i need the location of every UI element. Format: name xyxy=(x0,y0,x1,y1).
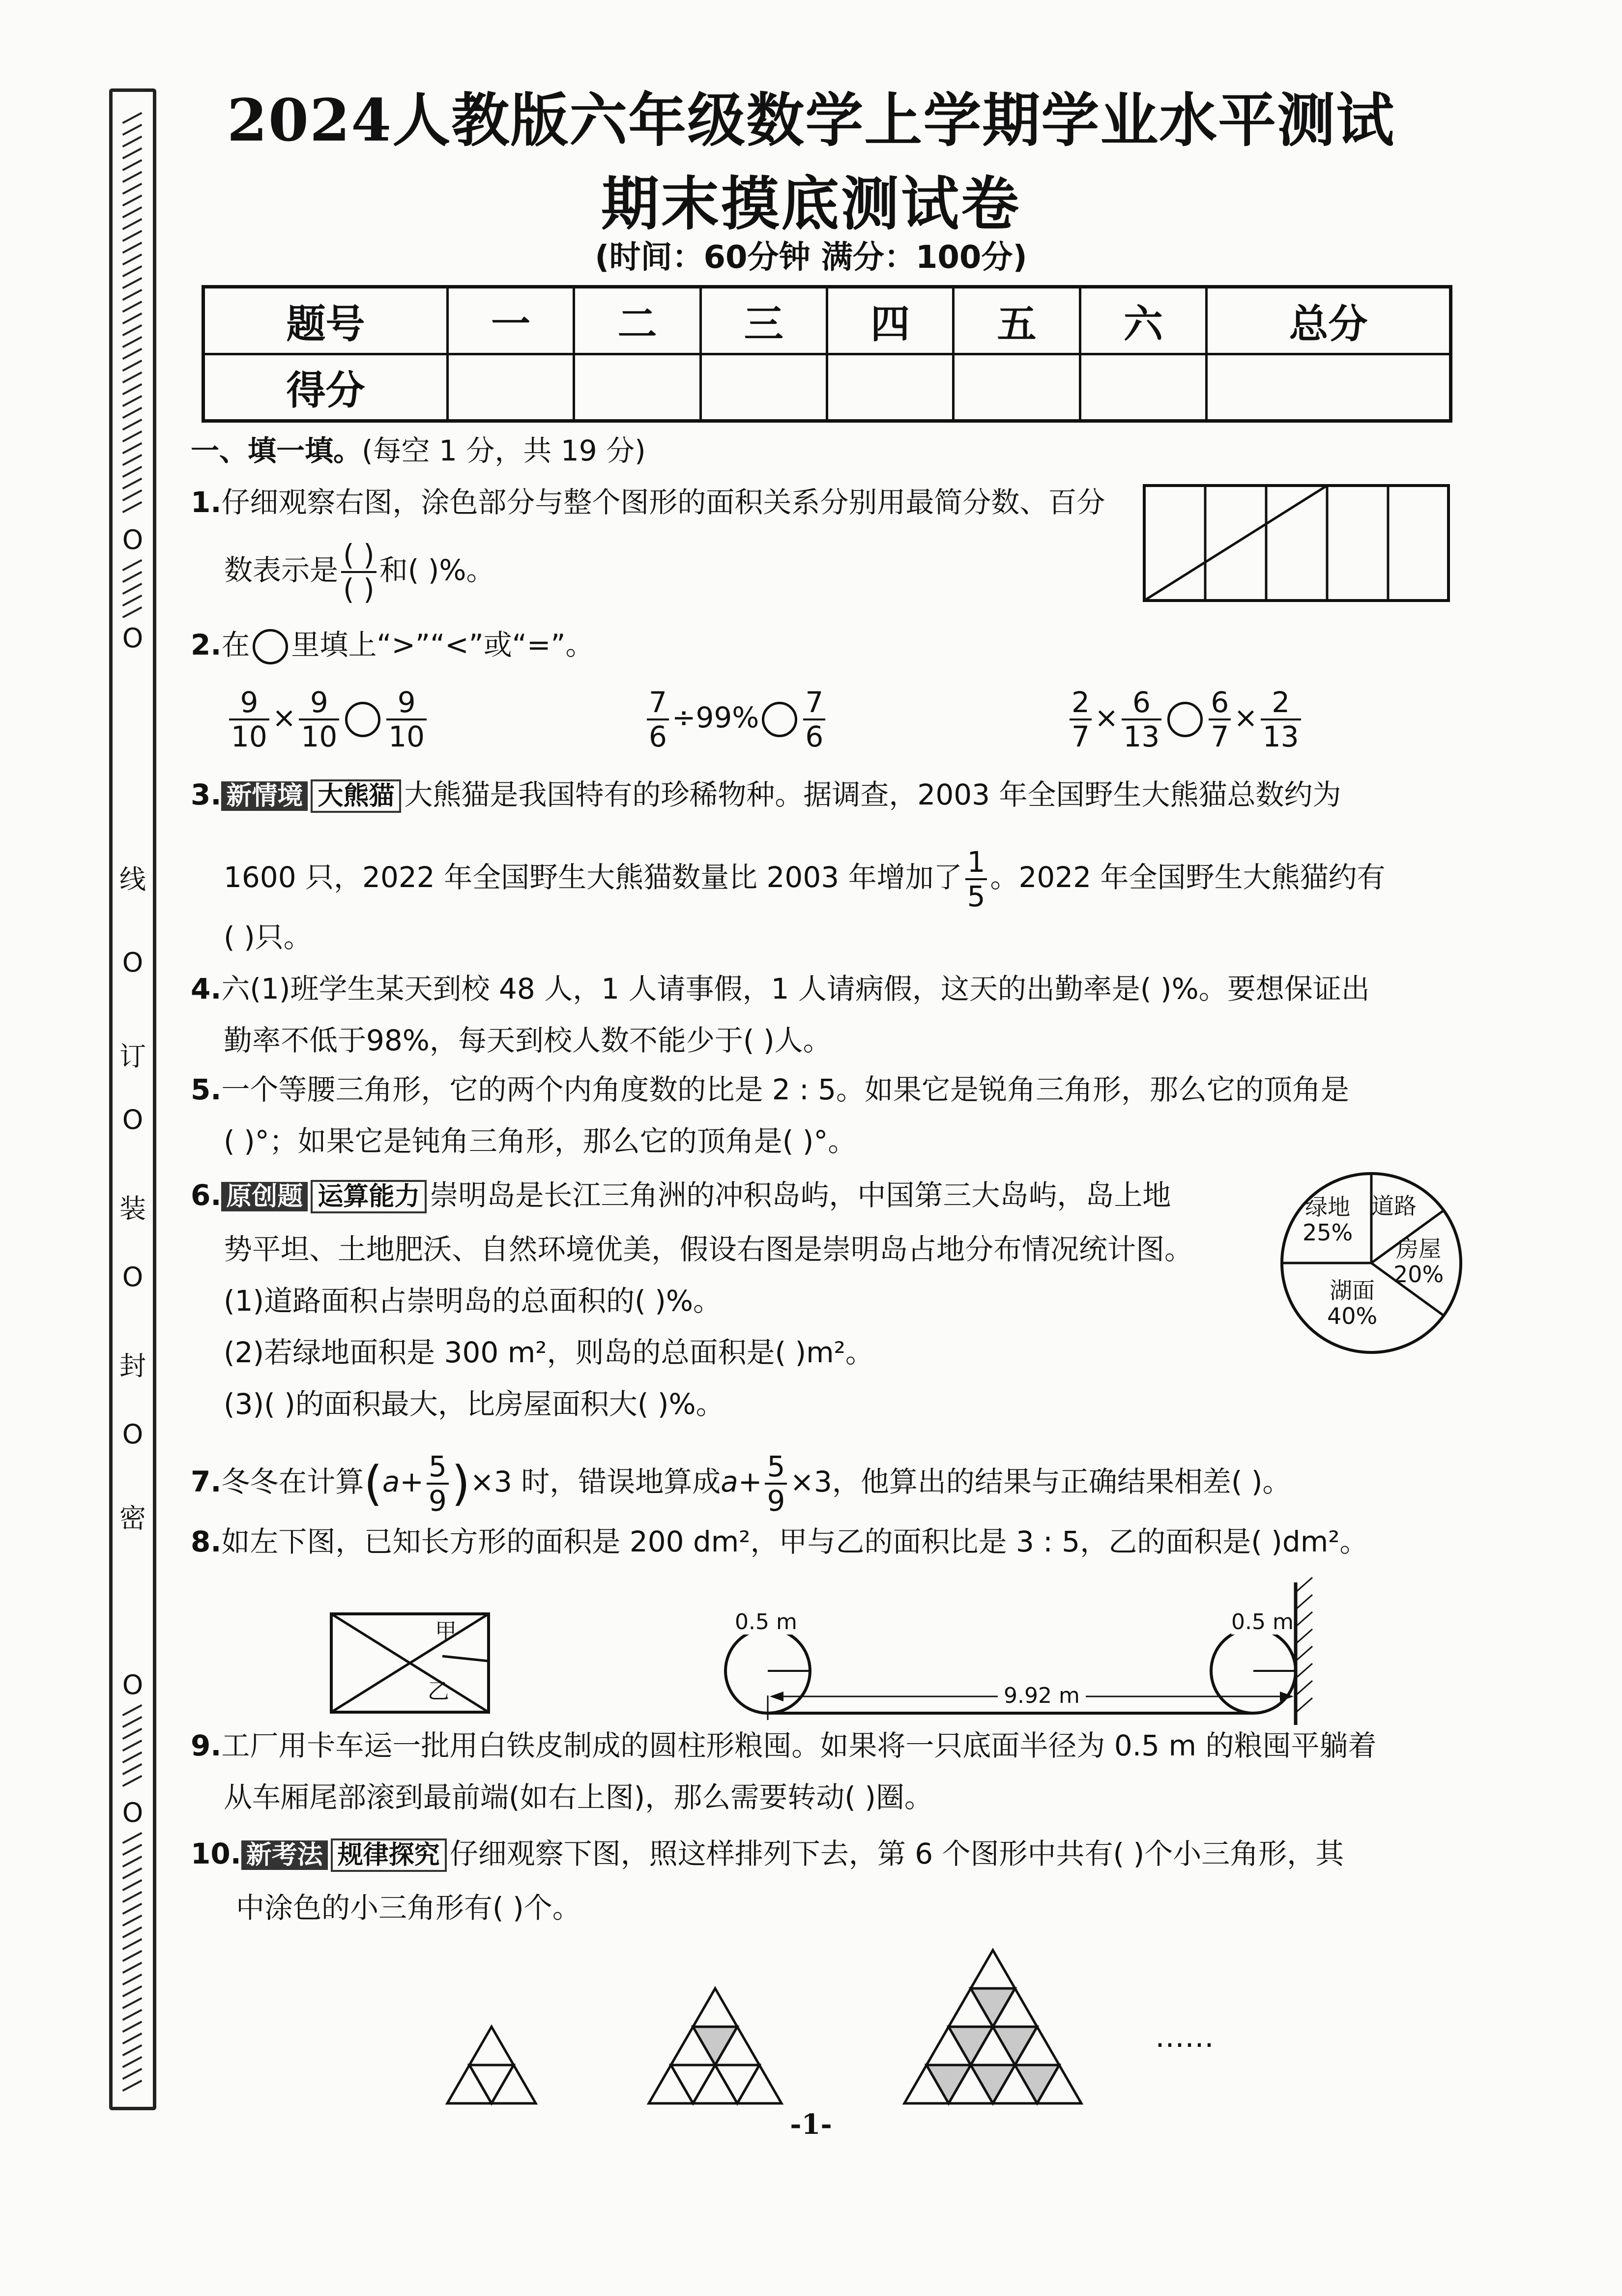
binding-circle: O xyxy=(122,623,144,654)
pie-label-road: 道路 xyxy=(1371,1193,1417,1219)
pie-label-lake: 湖面 40% xyxy=(1327,1277,1378,1329)
binding-tick xyxy=(113,2044,153,2056)
binding-tick xyxy=(113,501,153,513)
score-table-header-row xyxy=(203,287,1451,354)
binding-tick xyxy=(113,147,153,159)
score-cell: 三 xyxy=(700,287,827,354)
q3-line2: 1600 只，2022 年全国野生大熊猫数量比 2003 年增加了 $\frac{1}{5}$ 。2022 年全国野生大熊猫约有 xyxy=(224,845,1386,913)
shaded-small-triangle xyxy=(993,2027,1037,2065)
binding-tick xyxy=(113,395,153,406)
binding-tick xyxy=(113,2020,153,2032)
binding-tick xyxy=(113,300,153,312)
binding-tick xyxy=(113,2009,153,2020)
score-cell: 五 xyxy=(954,287,1080,354)
label-jia: 甲 xyxy=(435,1619,457,1644)
binding-circle: O xyxy=(122,947,144,978)
binding-strip xyxy=(109,88,156,2110)
q9-line2: 从车厢尾部滚到最前端(如右上图)，那么需要转动( )圈。 xyxy=(224,1780,933,1814)
small-triangle xyxy=(715,2065,759,2103)
q5-line1 xyxy=(191,1071,1349,1108)
small-triangle xyxy=(693,2065,737,2103)
section-note: (每空 1 分，共 19 分) xyxy=(362,434,646,467)
rectangle-figure xyxy=(329,1612,492,1715)
binding-tick xyxy=(113,1716,153,1727)
small-triangle xyxy=(971,1950,1015,1988)
score-cell: 二 xyxy=(574,287,700,354)
shaded-small-triangle xyxy=(1015,2065,1059,2103)
question-text: 六(1)班学生某天到校 48 人，1 人请事假，1 人请病假，这天的出勤率是( )%。要想保证出 xyxy=(221,972,1370,1005)
binding-circle: O xyxy=(122,1262,144,1292)
binding-tick xyxy=(113,2067,153,2079)
binding-tick xyxy=(113,489,153,501)
score-input-cell[interactable] xyxy=(954,354,1080,421)
question-text: 如左下图，已知长方形的面积是 200 dm²，甲与乙的面积比是 3 : 5，乙的面积是( )dm²。 xyxy=(221,1525,1368,1558)
score-cell: 四 xyxy=(827,287,953,354)
question-text: 数表示是 xyxy=(224,553,339,587)
shaded-small-triangle xyxy=(971,2065,1015,2103)
shaded-small-triangle xyxy=(971,1988,1015,2027)
binding-tick xyxy=(113,135,153,147)
page-number: -1- xyxy=(790,2108,832,2141)
binding-tick xyxy=(113,359,153,371)
binding-tick xyxy=(113,442,153,454)
score-input-cell[interactable] xyxy=(447,354,574,421)
binding-tick xyxy=(113,477,153,489)
pattern-ellipsis: …… xyxy=(1155,2020,1214,2054)
q2-expr1: $\frac{9}{10}$ × $\frac{9}{10}$ $\frac{9}{10}$ xyxy=(226,688,430,751)
binding-tick xyxy=(113,418,153,430)
score-cell: 一 xyxy=(447,287,574,354)
binding-label-zhuang: 装 xyxy=(119,1193,146,1224)
q3-line3: ( )只。 xyxy=(224,920,312,954)
binding-tick xyxy=(113,582,153,594)
tag-new-context: 新情境 xyxy=(221,781,308,811)
score-input-cell[interactable] xyxy=(574,354,700,421)
question-number: 4. xyxy=(191,972,222,1005)
binding-tick xyxy=(113,1867,153,1879)
binding-circle: O xyxy=(122,1669,144,1700)
binding-tick xyxy=(113,265,153,277)
q6-line1 xyxy=(191,1177,1171,1213)
binding-tick xyxy=(113,1973,153,1985)
binding-tick xyxy=(113,218,153,230)
binding-tick xyxy=(113,1985,153,1997)
tag-panda: 大熊猫 xyxy=(311,779,401,813)
binding-tick xyxy=(113,1997,153,2009)
binding-tick xyxy=(113,159,153,171)
q7-line: 7.冬冬在计算(a+ $\frac{5}{9}$ )×3 时，错误地算成a+ $\frac{5}{9}$ ×3，他算出的结果与正确结果相差( )。 xyxy=(191,1450,1291,1518)
binding-tick xyxy=(113,2079,153,2091)
question-number: 2. xyxy=(191,628,222,661)
binding-tick xyxy=(113,1704,153,1716)
binding-ticks xyxy=(113,1704,153,1787)
binding-ticks xyxy=(113,559,153,618)
binding-tick xyxy=(113,559,153,571)
score-cell: 总分 xyxy=(1207,287,1451,354)
binding-circle: O xyxy=(122,1797,144,1828)
question-text: 里填上“>”“<”或“=”。 xyxy=(291,628,594,661)
exam-time-info: (时间：60分钟 满分：100分) xyxy=(595,239,1027,276)
tag-new-method: 新考法 xyxy=(241,1840,328,1870)
score-cell: 题号 xyxy=(203,287,448,354)
score-input-cell[interactable] xyxy=(1080,354,1206,421)
question-number: 8. xyxy=(191,1525,222,1558)
binding-tick xyxy=(113,324,153,336)
compare-circle xyxy=(253,629,288,664)
binding-tick xyxy=(113,1855,153,1867)
section-heading xyxy=(191,432,646,469)
binding-tick xyxy=(113,1961,153,1973)
exam-title: 2024人教版六年级数学上学期学业水平测试 xyxy=(227,86,1395,154)
question-number: 6. xyxy=(191,1178,222,1212)
binding-ticks-top xyxy=(113,112,153,515)
q6-line2: 势平坦、土地肥沃、自然环境优美，假设右图是崇明岛占地分布情况统计图。 xyxy=(224,1233,1193,1266)
q2-expr3: $\frac{2}{7}$ × $\frac{6}{13}$ $\frac{6}{7}$ × $\frac{2}{13}$ xyxy=(1067,688,1304,751)
exam-subtitle: 期末摸底测试卷 xyxy=(601,170,1021,238)
binding-tick xyxy=(113,277,153,288)
small-triangle xyxy=(492,2065,536,2103)
binding-tick xyxy=(113,1751,153,1763)
binding-tick xyxy=(113,2056,153,2067)
shaded-small-triangle xyxy=(949,2027,993,2065)
question-number: 5. xyxy=(191,1073,222,1106)
pie-label-house: 房屋 20% xyxy=(1393,1235,1444,1288)
binding-tick xyxy=(113,1902,153,1914)
binding-tick xyxy=(113,336,153,347)
binding-tick xyxy=(113,206,153,218)
question-text: 在 xyxy=(221,628,250,661)
score-input-cell[interactable] xyxy=(1207,354,1451,421)
tag-pattern: 规律探究 xyxy=(331,1838,447,1872)
question-number: 3. xyxy=(191,778,222,811)
q4-line1 xyxy=(191,971,1370,1007)
binding-tick xyxy=(113,1843,153,1855)
binding-tick xyxy=(113,241,153,253)
binding-tick xyxy=(113,571,153,582)
q1-line1 xyxy=(191,484,1105,520)
binding-tick xyxy=(113,1832,153,1843)
label-radius-left: 0.5 m xyxy=(735,1609,797,1635)
question-number: 1. xyxy=(191,486,222,519)
q10-line1 xyxy=(191,1836,1344,1872)
q4-line2: 勤率不低于98%，每天到校人数不能少于( )人。 xyxy=(224,1024,832,1057)
binding-tick xyxy=(113,465,153,477)
binding-label-feng: 封 xyxy=(119,1350,146,1381)
question-number: 10. xyxy=(191,1837,241,1870)
binding-tick xyxy=(113,182,153,194)
score-cell: 六 xyxy=(1080,287,1206,354)
small-triangle xyxy=(649,2065,693,2103)
binding-label-ding: 订 xyxy=(119,1041,146,1072)
binding-tick xyxy=(113,123,153,135)
q1-grid-figure xyxy=(1143,484,1450,602)
binding-tick xyxy=(113,1727,153,1739)
question-text: 大熊猫是我国特有的珍稀物种。据调查，2003 年全国野生大熊猫总数约为 xyxy=(404,778,1341,811)
answer-circle[interactable] xyxy=(345,702,380,737)
q6-sub2: (2)若绿地面积是 300 m²，则岛的总面积是( )m²。 xyxy=(224,1336,874,1369)
small-triangle xyxy=(469,2027,514,2065)
binding-tick xyxy=(113,1914,153,1926)
score-table-score-row xyxy=(203,354,1451,421)
label-yi: 乙 xyxy=(428,1679,449,1704)
binding-tick xyxy=(113,1926,153,1938)
binding-tick xyxy=(113,1763,153,1775)
tag-original: 原创题 xyxy=(221,1182,308,1211)
q5-line2: ( )°；如果它是钝角三角形，那么它的顶角是( )°。 xyxy=(224,1124,857,1158)
binding-tick xyxy=(113,230,153,241)
binding-tick xyxy=(113,1775,153,1786)
question-text: 仔细观察下图，照这样排列下去，第 6 个图形中共有( )个小三角形，其 xyxy=(449,1837,1344,1870)
q1-line2 xyxy=(191,538,495,606)
score-input-cell[interactable] xyxy=(700,354,827,421)
q6-sub3: (3)( )的面积最大，比房屋面积大( )%。 xyxy=(224,1387,724,1421)
question-text: 一个等腰三角形，它的两个内角度数的比是 2 : 5。如果它是锐角三角形，那么它的顶角是 xyxy=(221,1073,1350,1106)
binding-tick xyxy=(113,288,153,300)
binding-tick xyxy=(113,606,153,618)
score-table xyxy=(202,285,1452,423)
binding-tick xyxy=(113,454,153,465)
q9-line1 xyxy=(191,1727,1376,1764)
question-text: 和( )%。 xyxy=(379,553,495,587)
question-number: 9. xyxy=(191,1729,222,1762)
binding-circle: O xyxy=(122,1104,144,1135)
binding-label-mi: 密 xyxy=(119,1503,146,1534)
shaded-small-triangle xyxy=(927,2065,971,2103)
q2-expr2: $\frac{7}{6}$ ÷99% $\frac{7}{6}$ xyxy=(644,688,828,751)
q10-line2: 中涂色的小三角形有( )个。 xyxy=(236,1891,581,1924)
binding-tick xyxy=(113,171,153,182)
binding-tick xyxy=(113,594,153,606)
binding-tick xyxy=(113,1891,153,1902)
q2-line1 xyxy=(191,627,594,664)
answer-circle[interactable] xyxy=(762,702,797,737)
shaded-small-triangle xyxy=(693,2027,737,2065)
binding-tick xyxy=(113,312,153,324)
small-triangle xyxy=(447,2065,492,2103)
binding-tick xyxy=(113,112,153,123)
section-title: 一、填一填。 xyxy=(191,434,362,467)
score-input-cell[interactable] xyxy=(827,354,953,421)
question-text: 仔细观察右图，涂色部分与整个图形的面积关系分别用最简分数、百分 xyxy=(221,486,1105,519)
small-triangle xyxy=(693,1988,737,2027)
pie-label-green: 绿地 25% xyxy=(1303,1194,1353,1246)
binding-tick xyxy=(113,1950,153,1961)
binding-tick xyxy=(113,347,153,359)
score-row-label: 得分 xyxy=(203,354,448,421)
q6-sub1: (1)道路面积占崇明岛的总面积的( )%。 xyxy=(224,1284,722,1318)
binding-tick xyxy=(113,1739,153,1751)
small-triangle xyxy=(737,2065,782,2103)
binding-tick xyxy=(113,383,153,395)
label-distance: 9.92 m xyxy=(998,1683,1086,1708)
tag-calc-ability: 运算能力 xyxy=(311,1180,427,1213)
binding-tick xyxy=(113,430,153,442)
binding-tick xyxy=(113,253,153,265)
small-triangle xyxy=(469,2065,514,2103)
q3-line1 xyxy=(191,776,1341,813)
binding-label-xian: 线 xyxy=(119,864,146,895)
binding-ticks-bottom xyxy=(113,1832,153,2097)
binding-tick xyxy=(113,406,153,418)
triangle-pattern-figure xyxy=(433,1941,1170,2108)
question-number: 7. xyxy=(191,1465,222,1499)
binding-circle: O xyxy=(122,1419,144,1450)
binding-tick xyxy=(113,194,153,206)
q8-line xyxy=(191,1523,1368,1560)
question-text: 崇明岛是长江三角洲的冲积岛屿，中国第三大岛屿，岛上地 xyxy=(430,1178,1171,1212)
question-text: 工厂用卡车运一批用白铁皮制成的圆柱形粮囤。如果将一只底面半径为 0.5 m 的粮囤平躺着 xyxy=(221,1729,1377,1762)
binding-tick xyxy=(113,2032,153,2044)
binding-circle: O xyxy=(122,524,144,555)
answer-fraction[interactable]: $\frac{( )}{( )}$ xyxy=(341,541,377,603)
small-triangle xyxy=(671,2065,715,2103)
binding-tick xyxy=(113,1938,153,1950)
binding-tick xyxy=(113,1879,153,1891)
answer-circle[interactable] xyxy=(1167,702,1203,737)
label-radius-right: 0.5 m xyxy=(1231,1609,1294,1635)
binding-tick xyxy=(113,371,153,383)
